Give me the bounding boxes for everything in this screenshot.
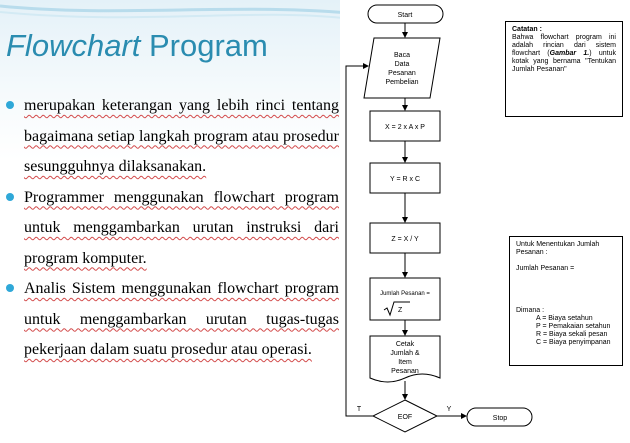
branch-label-no: T	[356, 406, 362, 413]
output-label-line: Jumlah &	[390, 350, 420, 357]
formula-dimana: Dimana :	[516, 307, 545, 314]
note-catatan-text: ) untuk kotak yang bernama "Tentukan Jumlah Pesanan"	[512, 50, 616, 73]
formula-def: C = Biaya penyimpanan	[536, 339, 611, 346]
connector-loop-no	[346, 66, 373, 416]
output-label-line: Item	[398, 359, 412, 366]
formula-lhs: Jumlah Pesanan =	[516, 265, 575, 272]
formula-def: P = Pemakaian setahun	[536, 323, 611, 330]
process-x-label: X = 2 x A x P	[385, 124, 425, 131]
note-catatan-ref: Gambar 1.	[549, 50, 590, 57]
formula-def: A = Biaya setahun	[536, 315, 593, 322]
process-box-jumlah	[370, 278, 440, 320]
output-label-line: Cetak	[395, 341, 415, 348]
input-label-line: Baca	[394, 52, 410, 59]
note-catatan	[505, 21, 623, 117]
bullet-text: merupakan keterangan yang lebih rinci tentang bagaimana setiap langkah program atau prosedur sesungguhnya dilaksanakan.	[24, 97, 339, 175]
bullet-text: Programmer menggunakan flowchart program untuk menggambarkan urutan instruksi dari program komputer.	[24, 188, 339, 267]
note-catatan-text: Bahwa flowchart program ini adalah rincian dari sistem flowchart (	[512, 34, 616, 57]
sqrt-symbol-icon	[384, 302, 410, 315]
formula-def: R = Biaya sekali pesan	[536, 331, 608, 338]
process-z-label: Z = X / Y	[391, 236, 419, 243]
title-rest: Program	[140, 28, 268, 63]
branch-label-yes: Y	[446, 406, 452, 413]
input-label-line: Pembelian	[385, 79, 419, 86]
input-label-line: Pesanan	[388, 70, 416, 77]
title-italic: Flowchart	[6, 28, 141, 63]
start-label: Start	[397, 12, 413, 19]
process-y-label: Y = R x C	[389, 176, 421, 183]
input-label-line: Data	[394, 61, 410, 68]
stop-label: Stop	[492, 415, 508, 422]
note-catatan-heading: Catatan :	[512, 26, 542, 33]
input-data-shape	[364, 38, 440, 98]
formula-space	[516, 273, 616, 307]
note-formula	[509, 236, 623, 366]
bullet-text: Analis Sistem menggunakan flowchart program untuk menggambarkan urutan tugas-tugas pekerjaan dalam suatu prosedur atau operasi.	[24, 280, 339, 358]
decision-label: EOF	[397, 414, 413, 421]
process-jumlah-label: Jumlah Pesanan =	[380, 291, 430, 297]
process-jumlah-z: Z	[398, 307, 403, 314]
output-label-line: Pesanan	[391, 368, 419, 375]
formula-intro: Untuk Menentukan Jumlah Pesanan :	[516, 241, 600, 256]
note-catatan-body	[512, 34, 616, 74]
